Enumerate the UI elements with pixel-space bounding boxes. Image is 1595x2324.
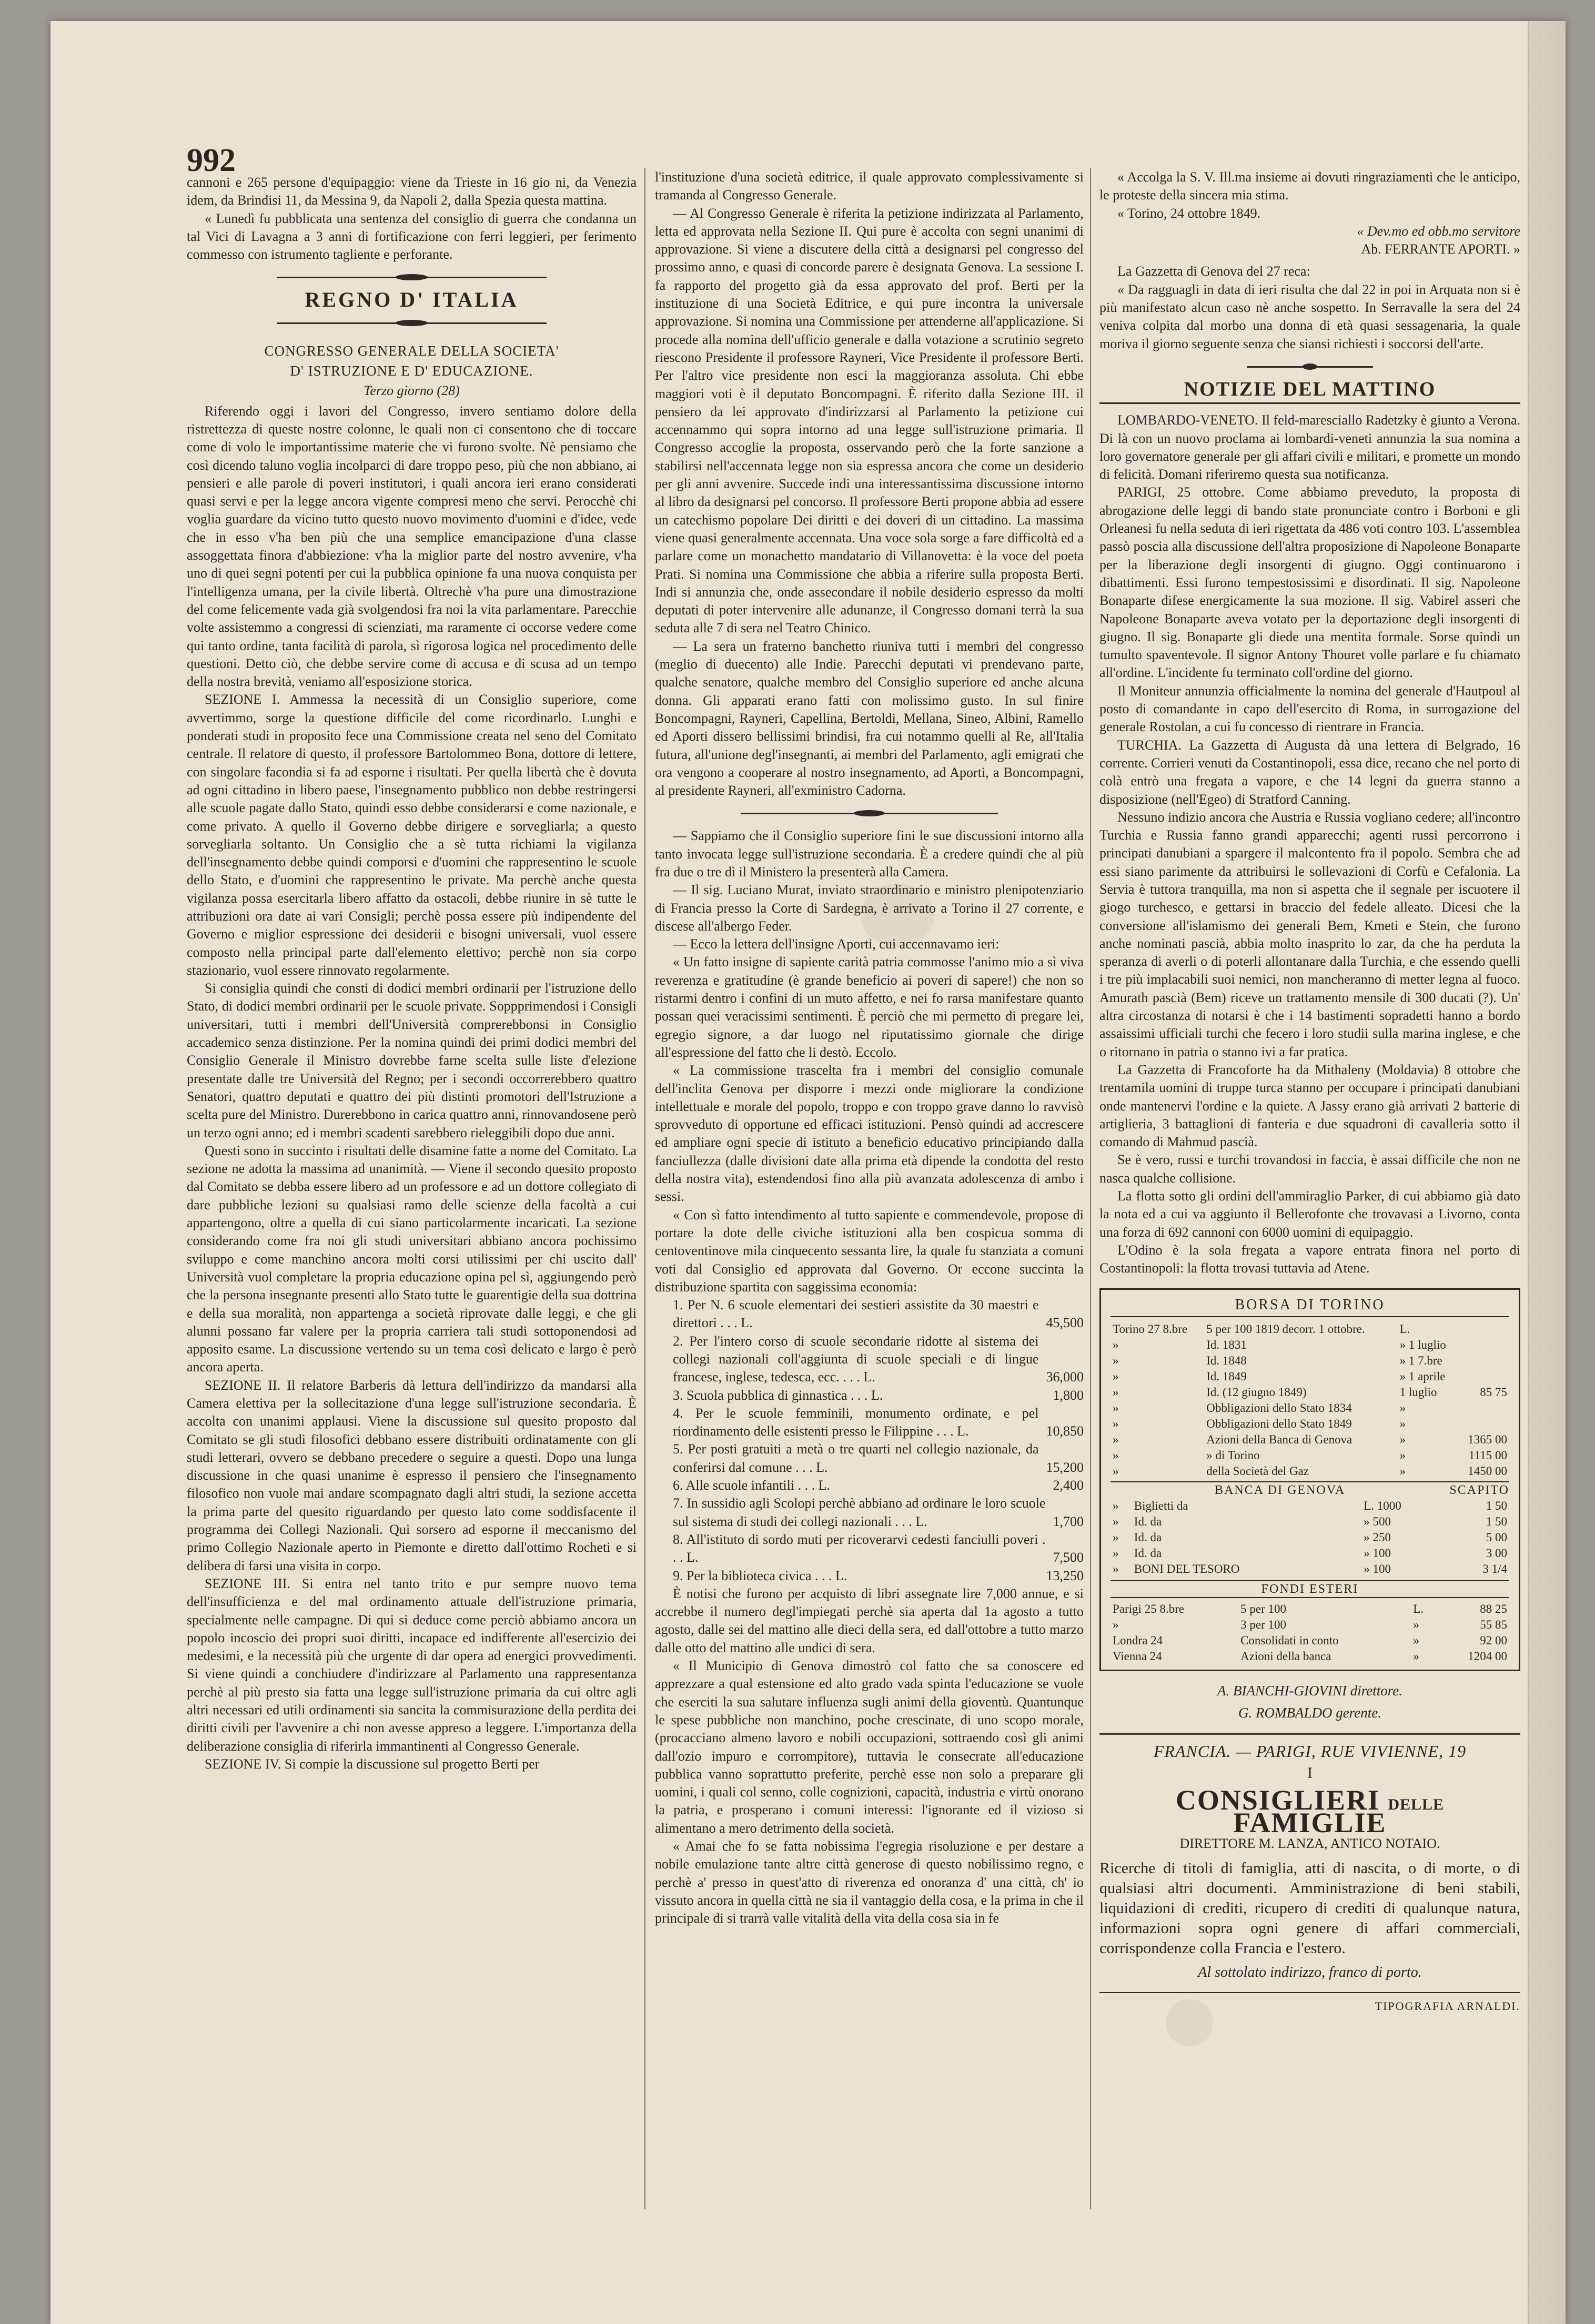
esteri-row-cell: Londra 24 <box>1113 1633 1163 1647</box>
borsa-row <box>1111 1432 1509 1448</box>
esteri-row-cell: 3 per 100 <box>1240 1618 1286 1631</box>
borsa-row <box>1111 1337 1509 1353</box>
esteri-row-cell: » <box>1413 1633 1419 1647</box>
budget-item <box>655 1494 1084 1531</box>
banca-row-cell: Biglietti da <box>1134 1499 1188 1512</box>
banca-row <box>1111 1545 1509 1561</box>
budget-label: 7. In sussidio agli Scolopi perchè abbiano ad ordinare le loro scuole sul sistema di studi dei collegi nazionali . . . L. <box>673 1496 1046 1529</box>
news-paragraph: La Gazzetta di Francoforte ha da Mithaleny (Moldavia) 8 ottobre che trentamila uomini di truppe turca stanno per occupare i principati danubiani onde mantenervi l'ordine e la quiete. A Jassy erano già arrivati 2 batterie di artiglieria, 3 battaglioni di fanteria e due squadroni di cavalleria sotto il comando di Mahmud pascià. <box>1099 1062 1520 1150</box>
borsa-row-cell: 1 luglio <box>1399 1385 1437 1399</box>
borsa-row-cell: Azioni della Banca di Genova <box>1206 1432 1352 1446</box>
borsa-row-cell: » <box>1399 1464 1406 1478</box>
esteri-row-cell: 55 85 <box>1480 1618 1507 1631</box>
article-paragraph: — La sera un fraterno banchetto riuniva tutti i membri del congresso (meglio di duecento) alle Indie. Parecchi deputati vi prendevano parte, qualche senatore, qualche membro del Consiglio superiore ed anche alcuna donna. Gli apparati erano fatti con molissimo gusto. In sul finire Boncompagni, Rayneri, Capellina, Bertoldi, Mellana, Sineo, Albini, Ramello ed Aporti dissero bellissimi brindisi, fra cui notammo quelli al Re, all'Italia futura, all'unione degl'insegnanti, ai membri del Parlamento, agli emigrati che ora vengono a cooperare al nostro insegnamento, ad Aporti, a Boncompagni, al presidente Rayneri, all'exministro Cadorna. <box>655 638 1084 799</box>
budget-item <box>655 1567 1084 1585</box>
borsa-row-cell <box>1458 1353 1509 1369</box>
banca-row-cell: » 250 <box>1364 1530 1391 1544</box>
letter-paragraph: « Amai che fo se fatta nobissima l'egregia risoluzione e per destare a nobile emulazione tante altre città generose di questo nobilissimo regno, e perchè a' presso in quest'atto di riverenza ed onoranza d' una città, ch' io vissuto ancora in quella città ne sia il vantaggio della cosa, e la prima in che il principale di si trarrà valle vitalità della vita della cosa sia in fe <box>655 1838 1084 1926</box>
esteri-row-cell: 1204 00 <box>1468 1649 1507 1663</box>
esteri-row-cell: L. <box>1413 1602 1424 1615</box>
borsa-row-cell: della Società del Gaz <box>1206 1464 1309 1478</box>
news-paragraph: Se è vero, russi e turchi trovandosi in faccia, è assai difficile che non ne nasca qualche collisione. <box>1099 1152 1520 1186</box>
budget-item <box>655 1404 1084 1441</box>
borsa-row-cell: Torino 27 8.bre <box>1113 1322 1188 1336</box>
borsa-row-cell: » 1 7.bre <box>1399 1353 1442 1367</box>
borsa-main-table <box>1111 1321 1509 1479</box>
borsa-row <box>1111 1416 1509 1432</box>
budget-value: 1,800 <box>1053 1387 1084 1403</box>
banca-row-cell: Id. da <box>1134 1530 1162 1544</box>
banca-title: BANCA DI GENOVA <box>1215 1483 1346 1497</box>
letter-signature: « Dev.mo ed obb.mo servitore <box>1357 223 1520 239</box>
news-paragraph: Nessuno indizio ancora che Austria e Russia vogliano cedere; all'incontro Turchia e Russia fanno grandi apparecchi; agenti russi percorrono i principati danubiani a spargere il malcontento fra il popolo. Sembra che ad essi siano parimente da attribuirsi le sollevazioni di Corfù e Cefalonia. La Servia è tuttora tranquilla, ma non si aspetta che il segnale per iscuotere il giogo turchesco, e gettarsi in braccio del fedele alleato. Dicesi che la conversione all'islamismo dei generali Bem, Kmeti e Stein, che furono anche nominati pascià, abbia molto inasprito lo zar, da che ha perduta la speranza di averli o di poterli allontanare dalla Turchia, e che essendo quelli i tre più implacabili suoi nemici, non mancheranno di metter legna al fuoco. Amurath pascià (Bem) riceve un trattamento mensile di 300 ducati (?). Un' altra circostanza di notarsi è che i 14 bastimenti sopradetti hanno a bordo assaissimi ufficiali turchi che fecero i loro studii sulla marina inglese, e che o ritornano in patria o stanno ivi a far pratica. <box>1099 809 1520 1059</box>
borsa-row-cell: » <box>1399 1417 1406 1430</box>
stock-exchange-table <box>1099 1288 1520 1671</box>
banca-row-cell: » <box>1113 1514 1119 1528</box>
banca-row-cell: 3 1/4 <box>1482 1562 1507 1575</box>
esteri-row-cell: 88 25 <box>1480 1602 1507 1615</box>
budget-label: 2. Per l'intero corso di scuole secondarie ridotte al sistema dei collegi nazionali coll'aggiunta di scuole speciali e di lingue francese, inglese, tedesca, ecc. . . . L. <box>673 1333 1039 1385</box>
borsa-row-cell: 1365 00 <box>1468 1432 1507 1446</box>
letter-paragraph: « Il Municipio di Genova dimostrò col fatto che sa conoscere ed apprezzare a qual estensione ed alto grado vada spinta l'educazione se vuole che eserciti la sua salutare influenza sugli animi della gioventù. Quantunque le spese pubbliche non manchino, poche crescinate, di uno scopo morale, (procacciano almeno lavoro e nobili occupazioni, sottraendo così gli animi dall'ozio impuro e corrompitore), tuttavia le consecrate all'educazione pubblica vanno soprattutto preferite, perchè esse non solo a preparare gli uomini, i quali col senno, colle cognizioni, capacità, industria e virtù onorano la patria, e prosperano i comuni interessi: l'ignorante ed il vizioso si alimentano a mero detrimento della società. <box>655 1658 1084 1836</box>
borsa-row-cell: » <box>1113 1385 1119 1399</box>
borsa-row <box>1111 1369 1509 1385</box>
banca-row-cell: » <box>1113 1530 1119 1544</box>
borsa-row-cell: Obbligazioni dello Stato 1834 <box>1206 1401 1352 1414</box>
borsa-row-cell: » <box>1113 1417 1119 1430</box>
ornament-divider <box>277 320 547 326</box>
gazzetta-text: « Da ragguagli in data di ieri risulta che dal 22 in poi in Arquata non si è più manifestato alcun caso nè anche sospetto. In Serravalle la sera del 24 veniva colpita dal morbo una donna di età quasi sessagenaria, la quale moriva il giorno seguente senza che siansi richiesti i soccorsi dell'arte. <box>1099 281 1520 351</box>
borsa-row <box>1111 1400 1509 1416</box>
borsa-row-cell: Id. 1849 <box>1206 1369 1247 1383</box>
budget-value: 15,200 <box>1046 1459 1084 1475</box>
borsa-row-cell: Id. (12 giugno 1849) <box>1206 1385 1307 1399</box>
ad-body: Ricerche di titoli di famiglia, atti di nascita, o di morte, o di qualsiasi altri documenti. Amministrazione di beni stabili, liquidazioni di crediti, ricupero di crediti di qualunque natura, informazioni sopra ogni genere di affari commerciali, corrispondenze colla Francia e l'estero. <box>1099 1859 1520 1957</box>
borsa-row-cell: Id. 1831 <box>1206 1338 1247 1351</box>
esteri-row-cell: » <box>1113 1618 1119 1631</box>
borsa-row-cell: » <box>1399 1432 1406 1446</box>
article-paragraph: — Sappiamo che il Consiglio superiore fini le sue discussioni intorno alla tanto invocata legge sull'istruzione secondaria. È a credere quindi che al più fra due o tre dì il Ministero la presenterà alla Camera. <box>655 828 1084 880</box>
article-paragraph: l'instituzione d'una società editrice, il quale approvato complessivamente si tramanda al Congresso Generale. <box>655 169 1084 203</box>
borsa-row-cell: » <box>1113 1464 1119 1478</box>
letter-paragraph: È notisi che furono per acquisto di libri assegnate lire 7,000 annue, e si accrebbe il numero degl'impiegati perchè sia aperta dal 1a agosto a tutto agosto, dalle sei del mattino alle dieci della sera, ed dall'ottobre a tutto marzo dalle otto del mattino alle undici di sera. <box>655 1585 1084 1655</box>
column-rule <box>1090 168 1091 2209</box>
borsa-row-cell: » <box>1399 1448 1406 1462</box>
borsa-row <box>1111 1463 1509 1479</box>
borsa-row-cell: » <box>1399 1401 1406 1414</box>
borsa-row-cell <box>1458 1321 1509 1337</box>
esteri-row <box>1111 1633 1509 1649</box>
letter-paragraph: « La commissione trascelta fra i membri del consiglio comunale dell'inclita Genova per disporre i mezzi onde migliorare la condizione intellettuale e morale del popolo, troppo e con troppo grave danno lo ravvisò sprovveduto di opportune ed efficaci istituzioni. Pensò quindi ad accrescere ed ampliare ogni specie di istituto a beneficio educativo principiando dalla fanciullezza (dalle divisioni date alla prima età dipende la condotta del resto della nostra vita), estendendosi fino alla più avanzata adolescenza di ambo i sessi. <box>655 1063 1084 1205</box>
letter-signature-name: Ab. FERRANTE APORTI. » <box>1361 241 1520 257</box>
day-heading: Terzo giorno (28) <box>364 383 460 399</box>
news-paragraph: TURCHIA. La Gazzetta di Augusta dà una lettera di Belgrado, 16 corrente. Corrieri venuti da Costantinopoli, essa dice, recano che nel porto di colà entrò una fregata a vapore, e che 14 legni da guerra stanno a disposizione (nell'Egeo) di Stratford Canning. <box>1099 737 1520 807</box>
borsa-row-cell: » 1 luglio <box>1399 1338 1446 1351</box>
banca-row <box>1111 1561 1509 1577</box>
article-paragraph: Questi sono in succinto i risultati delle disamine fatte a nome del Comitato. La sezione ne adotta la massima ad unanimità. — Viene il secondo quesito proposto dal Comitato se debba essere libero ad un professore e ad un dottore collegiato di dare pubbliche lezioni su qualsiasi ramo delle scienze della facoltà a cui appartengono, oltre a quella di cui siano particolarmente incaricati. La sezione considerando come fra noi gli studi universitari abbiano ancora pochissimo sviluppo e come manchino ancora molti corsi utilissimi per chi uscito dall' Università vuol completare la propria educazione opina pel sì, aggiungendo però che la persona insegnante presenti allo Stato tutte le guarentigie della sua dottrina e della sua moralità, non appartenga a società riprovate dalle leggi, e che gli alunni possano far valere per la propria carriera tali studi sottoponendosi ad apposito esame. La discussione vertendo su un tema così delicato e largo è però ancora aperta. <box>187 1143 637 1375</box>
ad-roman: I <box>1307 1764 1313 1782</box>
ad-director: DIRETTORE M. LANZA, ANTICO NOTAIO. <box>1179 1836 1440 1852</box>
column-2 <box>655 168 1084 2214</box>
budget-item <box>655 1387 1084 1404</box>
budget-item <box>655 1296 1084 1332</box>
borsa-row-cell: Obbligazioni dello Stato 1849 <box>1206 1417 1352 1430</box>
article-paragraph: — Ecco la lettera dell'insigne Aporti, cui accennavamo ieri: <box>673 936 1000 952</box>
borsa-row <box>1111 1321 1509 1337</box>
ornament-divider <box>277 274 547 280</box>
budget-label: 9. Per la biblioteca civica . . . L. <box>673 1568 847 1583</box>
banca-row <box>1111 1514 1509 1530</box>
banca-row-cell: Id. da <box>1134 1514 1162 1528</box>
letter-paragraph: « Con sì fatto intendimento al tutto sapiente e commendevole, propose di portare la dote delle civiche istituzioni alla ben cospicua somma di centoventinove mila cinquecento sessanta lire, la quale fu stanziata a comuni voti dal Consiglio ed approvata dal Governo. Or eccone succinta la distribuzione spartita con saggissima economia: <box>655 1207 1084 1295</box>
esteri-row-cell: 92 00 <box>1480 1633 1507 1647</box>
banca-row <box>1111 1530 1509 1545</box>
ad-title <box>1099 1784 1520 1838</box>
esteri-row-cell: 5 per 100 <box>1240 1602 1286 1615</box>
borsa-row-cell: Id. 1848 <box>1206 1353 1247 1367</box>
article-paragraph: Si consiglia quindi che consti di dodici membri ordinarii per l'istruzione dello Stato, di dodici membri ordinarii per le scuole private. Soppprimendosi i Consigli universitari, tutti i membri dell'Università comprerebbonsi in Consiglio accademico senza distinzione. Per la nomina quindi dei primi dodici membri del Consiglio Generale il Ministro dovrebbe farne scelta sulle liste d'elezione presentate dalle tre Università del Regno; per i secondi occorrerebbero quattro Senatori, quattro deputati e quattro dei più distinti promotori dell'Istruzione a scelta pure del Ministro. Durerebbono in carica quattro anni, rinnovandosene però un terzo ogni anno; ed i membri scadenti sarebbero rieleggibili dopo due anni. <box>187 981 637 1140</box>
page-edge <box>1528 21 1566 2324</box>
article-paragraph: Riferendo oggi i lavori del Congresso, invero sentiamo dolore della ristrettezza di queste nostre colonne, le quali non ci consentono che di toccare come di volo le importantissime materie che vi furono svolte. Nè pensiamo che così dicendo taluno voglia incolparci di dare troppo peso, più che non abbiano, ai pensieri e alle parole di poveri institutori, i quali ancora ieri erano considerati quasi servi e per la legge ancora vigente compresi meno che servi. Perocchè chi voglia guardare da vicino tutto questo nuovo movimento d'uomini e d'idee, vede che in esso v'ha ben più che una semplice emancipazione d'una classe assoggettata finora d'abbiezione: v'ha la miglior parte del nostro avvenire, v'ha uno di quei segni potenti per cui la pubblica opinione fa una nuova conquista per l'intelligenza umana, per la civile libertà. Oltrechè v'ha pure una dimostrazione del come felicemente vada già svolgendosi fra noi la vita parlamentare. Parecchie volte assistemmo a congressi di scienziati, ma raramente ci occorse vedere come qui tanto ordine, tanta facilità di parola, sì rigorosa logica nel procedimento delle questioni. Detto ciò, che debbe servire come di accusa e di scusa ad un tempo della nostra brevità, veniamo all'esposizione storica. <box>187 403 637 690</box>
borsa-row-cell <box>1458 1369 1509 1385</box>
borsa-row-cell: » di Torino <box>1206 1448 1260 1462</box>
ornament-divider <box>1247 363 1373 370</box>
budget-value: 10,850 <box>1046 1423 1084 1439</box>
editor-director: A. BIANCHI-GIOVINI direttore. <box>1217 1682 1402 1699</box>
congress-subtitle: D' ISTRUZIONE E D' EDUCAZIONE. <box>290 363 533 379</box>
article-paragraph: SEZIONE IV. Si compie la discussione sul progetto Berti per <box>205 1756 540 1772</box>
banca-row-cell: Id. da <box>1134 1546 1162 1560</box>
ad-title-word: DELLE <box>1388 1795 1445 1813</box>
budget-value: 36,000 <box>1046 1369 1084 1385</box>
ornament-divider <box>741 810 998 816</box>
budget-item <box>655 1332 1084 1387</box>
esteri-row <box>1111 1601 1509 1617</box>
banca-row-cell: 1 50 <box>1486 1514 1507 1528</box>
printer-imprint: TIPOGRAFIA ARNALDI. <box>1099 1992 1520 2015</box>
column-1 <box>187 174 637 2214</box>
esteri-row-cell: Consolidati in conto <box>1240 1633 1339 1647</box>
news-paragraph: PARIGI, 25 ottobre. Come abbiamo preveduto, la proposta di abrogazione delle leggi di bando state pronunciate contro i Borboni e gli Orleanesi fu nella seduta di ieri rigettata da 486 voti contro 103. L'assemblea passò poscia alla discussione dell'altra proposizione di Napoleone Bonaparte per la liberazione degli insorgenti di giugno. Oggi continuarono i dibattimenti. Essi furono tempestosissimi e disordinati. Il sig. Napoleone Bonaparte difese energicamente la sua mozione. Il sig. Vabirel asseri che Napoleone Bonaparte aveva votato per la deportazione degli insorgenti di giugno. Il sig. Bonaparte gli diede una mentita formale. Sorse quindi un tumulto spaventevole. Il signor Antony Thouret volle parlare e fu chiamato all'ordine. L'incidente fu terminato coll'ordine del giorno. <box>1099 484 1520 681</box>
budget-label: 4. Per le scuole femminili, monumento ordinate, e pel riordinamento delle esistenti presso le Filippine . . . L. <box>673 1405 1039 1439</box>
article-paragraph: — Al Congresso Generale è riferita la petizione indirizzata al Parlamento, letta ed approvata nella Sezione II. Qui pure è accolta con segni unanimi di approvazione. Si viene a discutere della città a designarsi pel congresso del prossimo anno, e quasi di concorde parere è designata Genova. La sessione I. fa rapporto del progetto già da essa approvato del prof. Berti per la instituzione di una Società Editrice, e qui pure incontra la universale approvazione. Si nomina una Commissione per attenderne all'applicazione. Si procede alla nomina dell'ufficio generale e dalla votazione a scrutinio segreto riescono Presidente il professore Rayneri, Vice Presidente il professore Berti. Per l'altro vice presidente non esci la maggioranza assoluta. Chi ebbe maggiori voti è il deputato Boncompagni. È riferito dalla Sezione III. il pensiero da lei approvato d'indirizzarsi al Parlamento la petizione cui accennammo qui sopra intorno ad una legge sull'istruzione primaria. Il Congresso accoglie la proposta, osservando però che la forte sanzione a stabilirsi nell'accennata legge non sia espressa ancora che come un desiderio per gli anni avvenire. Succede indi una interessantissima discussione intorno al libro da designarsi pel concorso. Il professore Berti propone abbia ad essere un catechismo popolare Dei diritti e dei doveri di un cittadino. La massima viene quasi generalmente accennata. Una voce sola sorge a fare difficoltà ed a parlare come un monachetto mandatario di Villanovetta: è la voce del poeta Prati. Si nomina una Commissione che abbia a riferire sulla proposta Berti. Indi si annunzia che, onde assecondare il nobile desiderio espresso da molti deputati di poter intervenire alle adunanze, il Congresso domani terrà la sua seduta alle 7 di sera nel Teatro Chinico. <box>655 205 1084 636</box>
news-paragraph: LOMBARDO-VENETO. Il feld-maresciallo Radetzky è giunto a Verona. Di là con un nuovo proclama ai lombardi-veneti annunzia la sua nomina a loro governatore generale per gli affari civili e militari, e promette un mondo di felicità. Domani riferiremo questa sua notificanza. <box>1099 412 1520 482</box>
esteri-row-cell: Azioni della banca <box>1240 1649 1331 1663</box>
borsa-row-cell: » <box>1113 1401 1119 1414</box>
esteri-row-cell: » <box>1413 1618 1419 1631</box>
news-paragraph: La flotta sotto gli ordini dell'ammiraglio Parker, di cui abbiamo già dato la nota ed a cui va aggiunto il Bellerofonte che trovavasi a Livorno, conta una forza di 692 cannoni con 6000 uomini di equipaggio. <box>1099 1188 1520 1240</box>
section-title: REGNO D' ITALIA <box>305 288 519 312</box>
budget-item <box>655 1440 1084 1477</box>
budget-label: 8. All'istituto di sordo muti per ricoverarvi cedesti fanciulli poveri . . . L. <box>673 1531 1046 1565</box>
page-number: 992 <box>187 143 236 178</box>
ad-title-word: CONSIGLIERI <box>1175 1784 1380 1816</box>
borsa-row-cell: 1115 00 <box>1468 1448 1507 1462</box>
budget-value: 2,400 <box>1053 1478 1084 1493</box>
news-paragraph: L'Odino è la sola fregata a vapore entrata finora nel porto di Costantinopoli: la flotta trovasi tuttavia ad Atene. <box>1099 1242 1520 1276</box>
esteri-title: FONDI ESTERI <box>1111 1580 1509 1598</box>
borsa-row <box>1111 1385 1509 1400</box>
borsa-row-cell: » <box>1113 1448 1119 1462</box>
budget-label: 6. Alle scuole infantili . . . L. <box>673 1478 830 1493</box>
banca-row-cell: 3 00 <box>1486 1546 1507 1560</box>
letter-paragraph: « Un fatto insigne di sapiente carità patria commosse l'animo mio a sì viva reverenza e gratitudine (è grande beneficio ai poveri di sapere!) che non so ristarmi dentro i confini di un muto affetto, e nei fo rarsa manifestare quanto possan quei veracissimi sentimenti. È perciò che mi permetto di pregare lei, egregio signore, a dar luogo nel riputatissimo giornale che dirige all'espressione del fatto che li destò. Eccolo. <box>655 954 1084 1060</box>
esteri-row-cell: Parigi 25 8.bre <box>1113 1602 1185 1615</box>
banca-row-cell: L. 1000 <box>1364 1499 1401 1512</box>
budget-value: 1,700 <box>1053 1513 1084 1529</box>
news-section-title: NOTIZIE DEL MATTINO <box>1099 380 1520 404</box>
banca-header <box>1111 1481 1509 1498</box>
borsa-row-cell: 1450 00 <box>1468 1464 1507 1478</box>
banca-row <box>1111 1498 1509 1514</box>
article-paragraph: « Lunedì fu pubblicata una sentenza del consiglio di guerra che condanna un tal Vici di Lavagna a 3 anni di fortificazione con ferri leggieri, per ferimento commesso con istrumento tagliente e perforante. <box>187 210 637 262</box>
budget-label: 3. Scuola pubblica di ginnastica . . . L. <box>673 1387 883 1403</box>
borsa-row-cell: 85 75 <box>1480 1385 1507 1399</box>
borsa-row-cell: L. <box>1399 1322 1410 1336</box>
banca-row-cell: » 500 <box>1364 1514 1391 1528</box>
letter-date: « Torino, 24 ottobre 1849. <box>1117 205 1261 221</box>
budget-item <box>655 1477 1084 1494</box>
borsa-row-cell: » <box>1113 1369 1119 1383</box>
ad-title-word: FAMIGLIE <box>1233 1807 1387 1838</box>
budget-label: 5. Per posti gratuiti a metà o tre quarti nel collegio nazionale, da conferirsi dal comune . . . L. <box>673 1441 1039 1475</box>
borsa-row-cell <box>1458 1337 1509 1353</box>
article-paragraph: SEZIONE III. Si entra nel tanto trito e pur sempre nuovo tema dell'insufficienza e del mal ordinamento attuale dell'istruzione primaria, specialmente nelle campagne. Di qui si deduce come perciò abbiamo ancora un popolo incoscio dei propri suoi diritti, incapace ed indifferente all'esercizio dei medesimi, e la necessità più che urgente di dar opera ad energici provvedimenti. Si viene quindi a conchiudere d'indirizzare al Parlamento una rappresentanza perchè al più presto sia fatta una legge sull'istruzione primaria da cui oltre agli altri necessari ed utili ordinamenti sia sancita la commisurazione della perdita dei diritti civili per l'avvenire a chi non avesse appreso a leggere. L'importanza della deliberazione consiglia di riferirla immantinenti al Congresso Generale. <box>187 1575 637 1754</box>
borsa-title: BORSA DI TORINO <box>1111 1297 1509 1317</box>
banca-row-cell: » <box>1113 1546 1119 1560</box>
letter-paragraph: « Accolga la S. V. Ill.ma insieme ai dovuti ringraziamenti che le anticipo, le proteste della sincera mia stima. <box>1099 169 1520 203</box>
esteri-row <box>1111 1649 1509 1664</box>
banca-scapito: SCAPITO <box>1449 1483 1509 1497</box>
budget-value: 45,500 <box>1046 1315 1084 1331</box>
banca-row-cell: BONI DEL TESORO <box>1134 1562 1240 1575</box>
congress-title: CONGRESSO GENERALE DELLA SOCIETA' <box>264 342 559 359</box>
budget-label: 1. Per N. 6 scuole elementari dei sestieri assistite da 30 maestri e direttori . . . L. <box>673 1297 1039 1331</box>
editor-manager: G. ROMBALDO gerente. <box>1238 1704 1381 1721</box>
column-rule <box>644 168 645 2209</box>
budget-value: 7,500 <box>1053 1550 1084 1565</box>
borsa-row <box>1111 1353 1509 1369</box>
budget-item <box>655 1531 1084 1567</box>
article-paragraph: — Il sig. Luciano Murat, inviato straordinario e ministro plenipotenziario di Francia presso la Corte di Sardegna, è arrivato a Torino il 27 corrente, e discese all'albergo Feder. <box>655 882 1084 934</box>
borsa-banca-table <box>1111 1498 1509 1577</box>
gazzetta-intro: La Gazzetta di Genova del 27 reca: <box>1117 264 1310 279</box>
budget-list <box>655 1296 1084 1585</box>
borsa-row <box>1111 1448 1509 1463</box>
esteri-row-cell: » <box>1413 1649 1419 1663</box>
banca-row-cell: » 100 <box>1364 1546 1391 1560</box>
esteri-row <box>1111 1617 1509 1633</box>
banca-row-cell: » 100 <box>1364 1562 1391 1575</box>
borsa-row-cell <box>1458 1416 1509 1432</box>
borsa-esteri-table <box>1111 1601 1509 1664</box>
budget-value: 13,250 <box>1046 1568 1084 1583</box>
borsa-row-cell: » <box>1113 1353 1119 1367</box>
ad-location: FRANCIA. — PARIGI, RUE VIVIENNE, 19 <box>1099 1733 1520 1760</box>
borsa-row-cell: » <box>1113 1338 1119 1351</box>
borsa-row-cell <box>1458 1400 1509 1416</box>
column-3 <box>1099 168 1520 2214</box>
banca-row-cell: » <box>1113 1499 1119 1512</box>
borsa-row-cell: » 1 aprile <box>1399 1369 1446 1383</box>
esteri-row-cell: Vienna 24 <box>1113 1649 1162 1663</box>
article-paragraph: SEZIONE I. Ammessa la necessità di un Consiglio superiore, come avvertimmo, sorge la questione difficile del come ricordinarlo. Lunghi e ponderati studi in proposito fece una Commissione creata nel seno del Comitato centrale. Il relatore di questo, il professore Bartolommeo Bona, dottore di lettere, con singolare facondia si fa ad esporne i risultati. Per quella libertà che è dovuta ad ogni cittadino in libero paese, l'insegnamento pubblico non debbe restringersi alle scuole pagate dallo Stato, quindi esso debbe considerarsi e come nazionale, e come privato. A quello il Governo debbe dirigere e sorvegliarla; a questo sorvegliarla soltanto. Un Consiglio che a sè tutta richiami la vigilanza dell'insegnamento debbe quindi comporsi e d'uomini che rappresentino le scuole dello Stato, e d'uomini che rappresentino le private. Ma perchè anche questa vigilanza possa esercitarla libero affatto da ostacoli, debbe riunire in sè tutte le attribuzioni ora date ai vari Consigli; perchè possa essere più indipendente del Governo e miglior espressione dei desiderii e bisogni universali, vuol essere composto nella principal parte dall'elemento elettivo; perchè non sia corpo stazionario, vuol essere rinnovato regolarmente. <box>187 692 637 978</box>
article-paragraph: cannoni e 265 persone d'equipaggio: viene da Trieste in 16 gio ni, da Venezia idem, da Brindisi 11, da Messina 9, da Napoli 2, dalla Spezia questa mattina. <box>187 175 637 208</box>
borsa-row-cell: » <box>1113 1432 1119 1446</box>
borsa-row-cell: 5 per 100 1819 decorr. 1 ottobre. <box>1206 1322 1365 1336</box>
banca-row-cell: » <box>1113 1562 1119 1575</box>
banca-row-cell: 5 00 <box>1486 1530 1507 1544</box>
ad-footer: Al sottolato indirizzo, franco di porto. <box>1198 1964 1422 1981</box>
news-paragraph: Il Moniteur annunzia officialmente la nomina del generale d'Hautpoul al posto di comandante in capo dell'esercito di Roma, in surrogazione del generale Rostolan, a cui fu concesso di rientrare in Francia. <box>1099 683 1520 735</box>
banca-row-cell: 1 50 <box>1486 1499 1507 1512</box>
article-paragraph: SEZIONE II. Il relatore Barberis dà lettura dell'indirizzo da mandarsi alla Camera elettiva per la sollecitazione d'una legge sull'istruzione secondaria. È accolta con unanimi applausi. Viene la discussione sul quesito proposto dal Comitato se gli studi filosofici debbano essere distribuiti ordinatamente con gli studi letterari, ovvero se debbano precedere o seguire a questi. Dopo una lunga discussione in che quasi unanime è espresso il pensiero che l'insegnamento filosofico non vuole mai andare scompagnato dagli altri studi, la sezione accetta la prima parte del quesito riguardando per questo lato come soddisfacente il programma dei Collegi Nazionali. Qui sorsero ad esporne il meccanismo del primo Collegio Nazionale aperto in Piemonte e diretto dall'ottimo Rocheti e si delibera di farsi una visita in corpo. <box>187 1377 637 1573</box>
